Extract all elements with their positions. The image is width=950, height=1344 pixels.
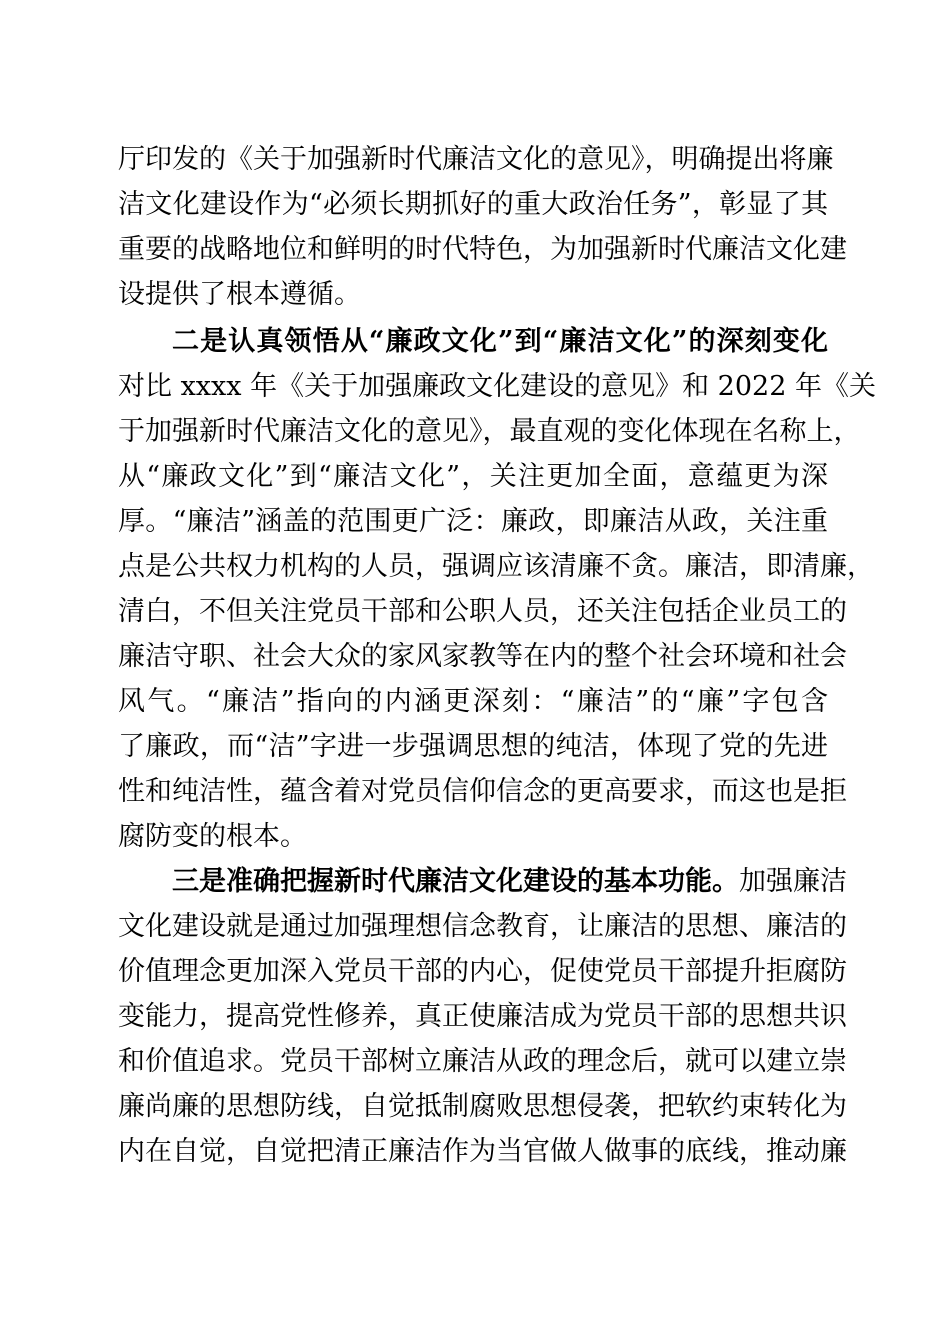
section-heading-three: 三是准确把握新时代廉洁文化建设的基本功能。 [172, 866, 739, 897]
paragraph-line: 从“廉政文化”到“廉洁文化”，关注更加全面，意蕴更为深 [118, 461, 828, 492]
paragraph-line: 廉尚廉的思想防线，自觉抵制腐败思想侵袭，把软约束转化为 [118, 1091, 847, 1122]
paragraph-line: 设提供了根本遵循。 [118, 279, 361, 310]
paragraph-text: 加强廉洁 [739, 866, 847, 897]
paragraph-line: 厚。“廉洁”涵盖的范围更广泛：廉政，即廉洁从政，关注重 [118, 506, 828, 537]
paragraph-line: 厅印发的《关于加强新时代廉洁文化的意见》，明确提出将廉 [118, 144, 834, 175]
paragraph-line: 风气。“廉洁”指向的内涵更深刻：“廉洁”的“廉”字包含 [118, 686, 828, 717]
paragraph-line: 重要的战略地位和鲜明的时代特色，为加强新时代廉洁文化建 [118, 234, 847, 265]
paragraph-line: 内在自觉，自觉把清正廉洁作为当官做人做事的底线，推动廉 [118, 1136, 847, 1167]
paragraph-line: 价值理念更加深入党员干部的内心，促使党员干部提升拒腐防 [118, 956, 847, 987]
paragraph-line: 廉洁守职、社会大众的家风家教等在内的整个社会环境和社会 [118, 641, 847, 672]
paragraph-line: 洁文化建设作为“必须长期抓好的重大政治任务”，彰显了其 [118, 189, 828, 220]
paragraph-line: 了廉政，而“洁”字进一步强调思想的纯洁，体现了党的先进 [118, 731, 828, 762]
paragraph-line: 和价值追求。党员干部树立廉洁从政的理念后，就可以建立崇 [118, 1046, 847, 1077]
section-heading-two: 二是认真领悟从“廉政文化”到“廉洁文化”的深刻变化 [172, 326, 828, 357]
paragraph-line: 于加强新时代廉洁文化的意见》，最直观的变化体现在名称上， [118, 416, 861, 447]
section-three-first-line [172, 862, 847, 902]
paragraph-line: 清白，不但关注党员干部和公职人员，还关注包括企业员工的 [118, 596, 847, 627]
paragraph-line: 对比 xxxx 年《关于加强廉政文化建设的意见》和 2022 年《关 [118, 371, 876, 402]
paragraph-line: 点是公共权力机构的人员，强调应该清廉不贪。廉洁，即清廉， [118, 551, 874, 582]
paragraph-line: 文化建设就是通过加强理想信念教育，让廉洁的思想、廉洁的 [118, 911, 847, 942]
paragraph-line: 变能力，提高党性修养，真正使廉洁成为党员干部的思想共识 [118, 1001, 847, 1032]
paragraph-line: 腐防变的根本。 [118, 821, 307, 852]
paragraph-line: 性和纯洁性，蕴含着对党员信仰信念的更高要求，而这也是拒 [118, 776, 847, 807]
